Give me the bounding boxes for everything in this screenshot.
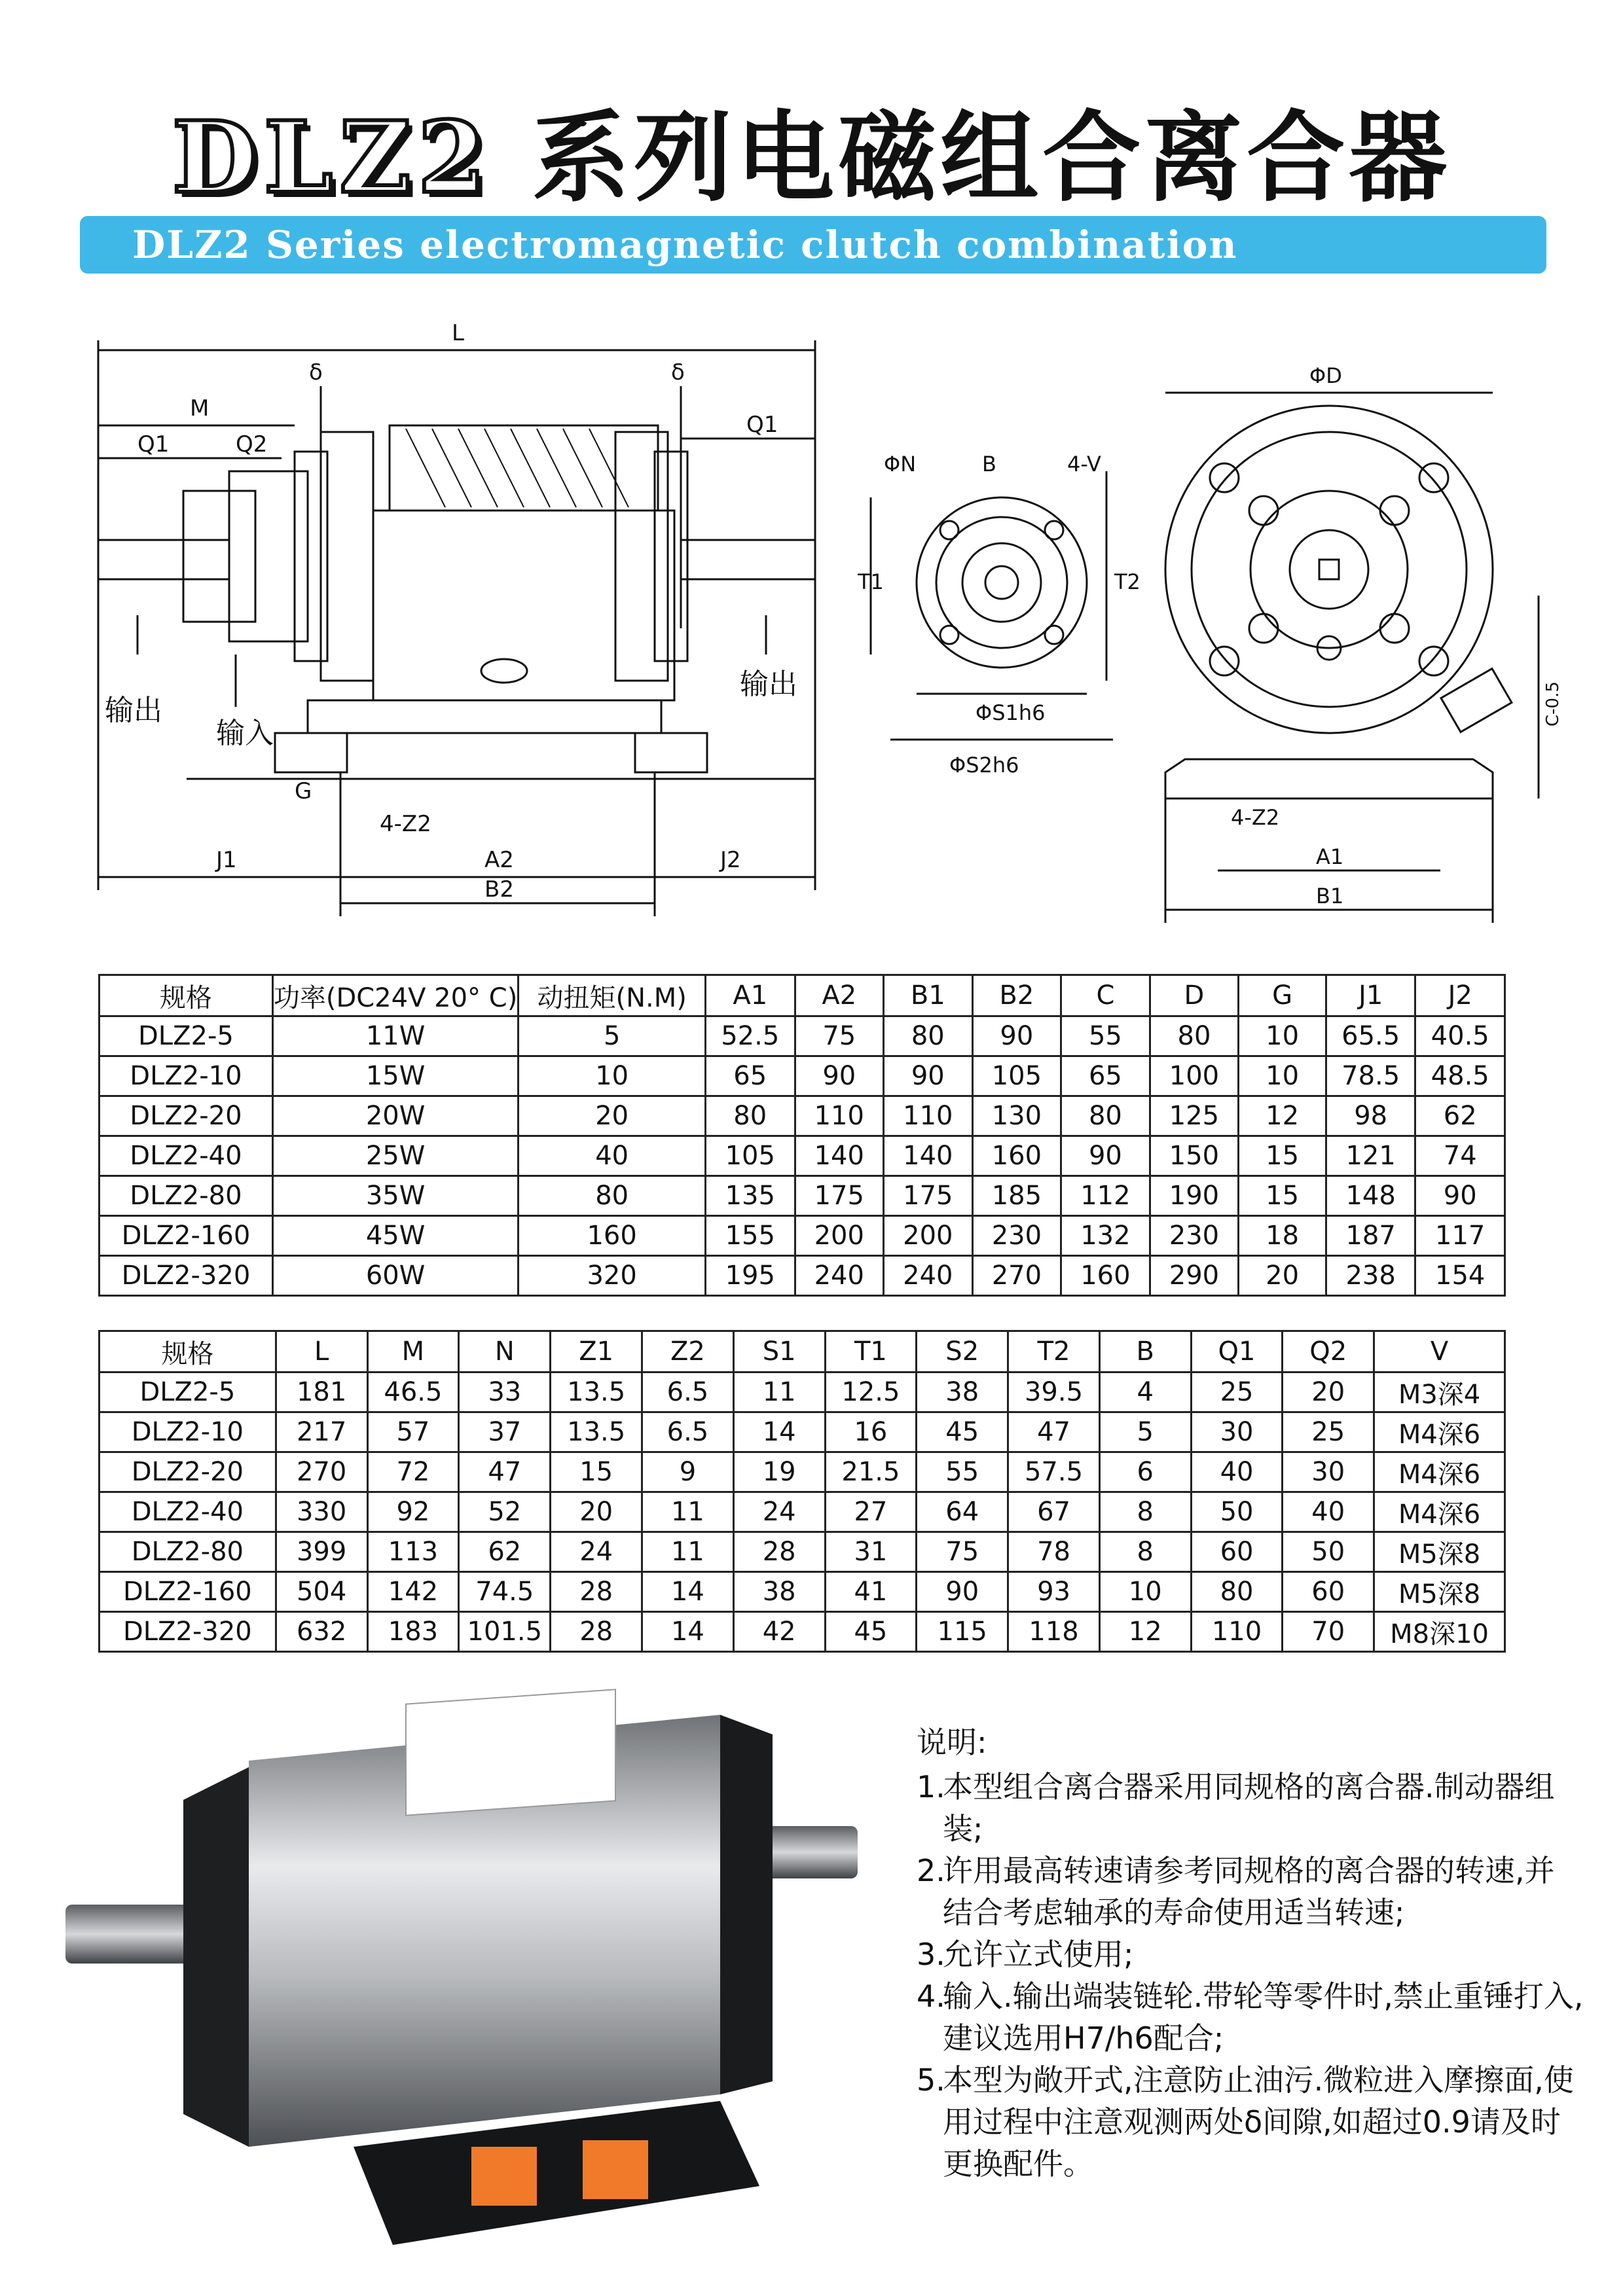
table-cell: 155 — [706, 1216, 795, 1256]
header-cell: 规格 — [100, 1331, 276, 1372]
table-cell: 238 — [1326, 1256, 1415, 1296]
table-cell: 175 — [884, 1176, 973, 1216]
header-cell: D — [1150, 975, 1239, 1016]
dim-n: ΦN — [884, 452, 917, 476]
note-number: 1. — [917, 1769, 945, 1804]
note-number: 5. — [917, 2062, 945, 2098]
table-cell: 45W — [272, 1216, 518, 1256]
header-cell: J1 — [1326, 975, 1415, 1016]
table-cell: 48.5 — [1415, 1056, 1505, 1096]
side-section-drawing — [79, 314, 838, 929]
header-cell: 功率(DC24V 20° C) — [272, 975, 518, 1016]
header-cell: M — [367, 1331, 459, 1372]
table-header — [100, 975, 1505, 1016]
table-cell: 112 — [1061, 1176, 1150, 1216]
table-cell: 90 — [917, 1572, 1008, 1612]
table-cell: 200 — [795, 1216, 884, 1256]
table-cell: 78.5 — [1326, 1056, 1415, 1096]
table-cell: 105 — [706, 1136, 795, 1176]
dim-j2: J2 — [720, 847, 741, 873]
table-cell: 64 — [917, 1492, 1008, 1532]
header-cell: Z2 — [642, 1331, 734, 1372]
note-number: 3. — [917, 1937, 945, 1972]
table-cell: 190 — [1150, 1176, 1239, 1216]
table-cell: 10 — [519, 1056, 706, 1096]
table-cell: 41 — [825, 1572, 917, 1612]
table-cell: 6 — [1099, 1452, 1191, 1492]
notes — [917, 1721, 1584, 2185]
dim-c: C-0.5 — [1543, 681, 1563, 726]
table-cell: 160 — [1061, 1256, 1150, 1296]
table-cell: 25 — [1191, 1372, 1283, 1412]
table-cell: 140 — [884, 1136, 973, 1176]
table-cell: 37 — [459, 1412, 551, 1452]
table-cell: 6.5 — [642, 1372, 734, 1412]
table-cell: 240 — [884, 1256, 973, 1296]
table-cell: 16 — [825, 1412, 917, 1452]
table-cell: 270 — [276, 1452, 367, 1492]
table-cell: 90 — [795, 1056, 884, 1096]
table-cell: 25W — [272, 1136, 518, 1176]
table-cell: 11W — [272, 1016, 518, 1056]
dim-q2: Q2 — [236, 431, 268, 457]
table-cell: 5 — [1099, 1412, 1191, 1452]
table-cell: 19 — [733, 1452, 825, 1492]
table-cell: 20 — [519, 1096, 706, 1136]
header-cell: S2 — [917, 1331, 1008, 1372]
table-cell: 38 — [733, 1572, 825, 1612]
table-cell: 20 — [1283, 1372, 1374, 1412]
table-cell: 4 — [1099, 1372, 1191, 1412]
note-item — [917, 1766, 1584, 1850]
dim-t2: T2 — [1114, 569, 1140, 594]
table-cell: 40.5 — [1415, 1016, 1505, 1056]
header-cell: A1 — [706, 975, 795, 1016]
table-cell: 15 — [1239, 1136, 1326, 1176]
table-cell: 175 — [795, 1176, 884, 1216]
table-cell: 113 — [367, 1532, 459, 1572]
table-cell: DLZ2-5 — [100, 1372, 276, 1412]
header-cell: Z1 — [551, 1331, 642, 1372]
table-cell: 290 — [1150, 1256, 1239, 1296]
table-cell: 11 — [733, 1372, 825, 1412]
header-cell: B2 — [972, 975, 1061, 1016]
table-cell: 75 — [917, 1532, 1008, 1572]
table-cell: 30 — [1283, 1452, 1374, 1492]
dim-m: M — [190, 395, 210, 422]
table-row — [100, 1016, 1505, 1056]
table-cell: 60 — [1283, 1572, 1374, 1612]
table-cell: 80 — [519, 1176, 706, 1216]
table-cell: 74 — [1415, 1136, 1505, 1176]
table-cell: 148 — [1326, 1176, 1415, 1216]
table-cell: 90 — [1415, 1176, 1505, 1216]
table-cell: 270 — [972, 1256, 1061, 1296]
header-cell: T2 — [1008, 1331, 1100, 1372]
table-cell: DLZ2-160 — [100, 1572, 276, 1612]
table-cell: 195 — [706, 1256, 795, 1296]
table-cell: 13.5 — [551, 1372, 642, 1412]
table-cell: 8 — [1099, 1532, 1191, 1572]
header-cell: V — [1374, 1331, 1505, 1372]
dim-d: ΦD — [1309, 363, 1342, 388]
title-model: DLZ2 — [172, 100, 493, 215]
header-cell: Q2 — [1283, 1331, 1374, 1372]
table-cell: 75 — [795, 1016, 884, 1056]
table-cell: 15W — [272, 1056, 518, 1096]
label-input: 输入 — [216, 717, 274, 750]
table-cell: DLZ2-80 — [100, 1532, 276, 1572]
table-cell: DLZ2-80 — [100, 1176, 273, 1216]
table-cell: 150 — [1150, 1136, 1239, 1176]
table-row — [100, 1532, 1505, 1572]
dim-b1: B1 — [1316, 884, 1344, 908]
label-output-right: 输出 — [740, 668, 797, 701]
dim-g: G — [295, 778, 312, 804]
table-cell: 185 — [972, 1176, 1061, 1216]
note-text: 输入.输出端装链轮.带轮等零件时,禁止重锤打入,建议选用H7/h6配合; — [943, 1979, 1584, 2056]
table-cell: M5深8 — [1374, 1532, 1505, 1572]
table-cell: 80 — [1061, 1096, 1150, 1136]
table-cell: 10 — [1099, 1572, 1191, 1612]
table-cell: 47 — [459, 1452, 551, 1492]
table-cell: 20W — [272, 1096, 518, 1136]
header-cell: B — [1099, 1331, 1191, 1372]
table-cell: 12 — [1099, 1612, 1191, 1652]
table-cell: 110 — [1191, 1612, 1283, 1652]
table-row — [100, 1136, 1505, 1176]
header-cell: B1 — [884, 975, 973, 1016]
table-cell: 142 — [367, 1572, 459, 1612]
table-cell: 6.5 — [642, 1412, 734, 1452]
table-row — [100, 1176, 1505, 1216]
spec-table-2 — [98, 1330, 1506, 1653]
table-cell: 101.5 — [459, 1612, 551, 1652]
table-cell: 15 — [551, 1452, 642, 1492]
table-cell: 240 — [795, 1256, 884, 1296]
table-cell: 27 — [825, 1492, 917, 1532]
table-cell: 93 — [1008, 1572, 1100, 1612]
table-cell: 33 — [459, 1372, 551, 1412]
table-cell: 105 — [972, 1056, 1061, 1096]
header-cell: 规格 — [100, 975, 273, 1016]
table-cell: 230 — [1150, 1216, 1239, 1256]
table-cell: 24 — [551, 1532, 642, 1572]
header-cell: 动扭矩(N.M) — [519, 975, 706, 1016]
table-cell: 60 — [1191, 1532, 1283, 1572]
table-row — [100, 1452, 1505, 1492]
table-cell: 10 — [1239, 1056, 1326, 1096]
table-cell: 80 — [884, 1016, 973, 1056]
table-cell: 57 — [367, 1412, 459, 1452]
table-cell: 55 — [917, 1452, 1008, 1492]
table-cell: DLZ2-40 — [100, 1492, 276, 1532]
table-cell: 65 — [706, 1056, 795, 1096]
table-cell: 230 — [972, 1216, 1061, 1256]
table-cell: 320 — [519, 1256, 706, 1296]
table-cell: 14 — [733, 1412, 825, 1452]
table-cell: 504 — [276, 1572, 367, 1612]
table-cell: DLZ2-160 — [100, 1216, 273, 1256]
end-view-drawing — [858, 445, 1152, 785]
table-cell: 125 — [1150, 1096, 1239, 1136]
table-cell: 25 — [1283, 1412, 1374, 1452]
table-cell: 14 — [642, 1612, 734, 1652]
table-cell: DLZ2-40 — [100, 1136, 273, 1176]
dim-j1: J1 — [216, 847, 237, 873]
table-cell: 330 — [276, 1492, 367, 1532]
table-cell: M3深4 — [1374, 1372, 1505, 1412]
table-cell: 74.5 — [459, 1572, 551, 1612]
dim-s1: ΦS1h6 — [976, 700, 1046, 725]
table-row — [100, 1572, 1505, 1612]
table-cell: M8深10 — [1374, 1612, 1505, 1652]
table-cell: 42 — [733, 1612, 825, 1652]
table-cell: DLZ2-10 — [100, 1412, 276, 1452]
table-cell: 110 — [884, 1096, 973, 1136]
table-cell: 187 — [1326, 1216, 1415, 1256]
table-cell: 14 — [642, 1572, 734, 1612]
dim-delta-left: δ — [309, 359, 323, 386]
page-title — [0, 79, 1623, 220]
table-cell: DLZ2-20 — [100, 1452, 276, 1492]
table-cell: 115 — [917, 1612, 1008, 1652]
note-item — [917, 1975, 1584, 2059]
table-cell: 92 — [367, 1492, 459, 1532]
dim-delta-right: δ — [671, 359, 685, 386]
table-cell: 46.5 — [367, 1372, 459, 1412]
table-cell: M4深6 — [1374, 1412, 1505, 1452]
table-cell: 62 — [1415, 1096, 1505, 1136]
table-cell: 15 — [1239, 1176, 1326, 1216]
dim-b: B — [982, 452, 996, 476]
front-view-drawing — [1159, 353, 1578, 929]
table-cell: 52 — [459, 1492, 551, 1532]
table-cell: 57.5 — [1008, 1452, 1100, 1492]
table-cell: 13.5 — [551, 1412, 642, 1452]
table-cell: 20 — [551, 1492, 642, 1532]
note-item — [917, 2059, 1584, 2185]
table-cell: 118 — [1008, 1612, 1100, 1652]
dim-q1-right: Q1 — [746, 412, 778, 438]
table-row — [100, 1492, 1505, 1532]
table-cell: 5 — [519, 1016, 706, 1056]
note-item — [917, 1850, 1584, 1933]
table-cell: 11 — [642, 1532, 734, 1572]
table-cell: 65.5 — [1326, 1016, 1415, 1056]
table-cell: 130 — [972, 1096, 1061, 1136]
table-cell: 39.5 — [1008, 1372, 1100, 1412]
table-cell: 52.5 — [706, 1016, 795, 1056]
table-cell: 55 — [1061, 1016, 1150, 1056]
table-row — [100, 1096, 1505, 1136]
dim-a1: A1 — [1316, 844, 1344, 869]
header-cell: L — [276, 1331, 367, 1372]
table-cell: 8 — [1099, 1492, 1191, 1532]
label-output-left: 输出 — [105, 694, 162, 727]
table-cell: 80 — [1191, 1572, 1283, 1612]
table-cell: 200 — [884, 1216, 973, 1256]
table-cell: 399 — [276, 1532, 367, 1572]
header-cell: G — [1239, 975, 1326, 1016]
table-cell: M4深6 — [1374, 1452, 1505, 1492]
header-cell: J2 — [1415, 975, 1505, 1016]
table-cell: 38 — [917, 1372, 1008, 1412]
table-cell: 28 — [551, 1612, 642, 1652]
table-cell: 50 — [1283, 1532, 1374, 1572]
table-cell: 28 — [733, 1532, 825, 1572]
table-cell: M5深8 — [1374, 1572, 1505, 1612]
note-text: 允许立式使用; — [943, 1937, 1134, 1972]
dim-a2: A2 — [484, 847, 514, 873]
header-cell: A2 — [795, 975, 884, 1016]
table-row — [100, 1056, 1505, 1096]
table-cell: 45 — [825, 1612, 917, 1652]
table-cell: 24 — [733, 1492, 825, 1532]
dim-z2: 4-Z2 — [380, 811, 431, 837]
table-cell: 181 — [276, 1372, 367, 1412]
table-cell: 45 — [917, 1412, 1008, 1452]
table-cell: 35W — [272, 1176, 518, 1216]
dim-z2-front: 4-Z2 — [1231, 805, 1280, 830]
table-cell: 160 — [519, 1216, 706, 1256]
note-item — [917, 1933, 1584, 1975]
table-cell: 67 — [1008, 1492, 1100, 1532]
dim-s2: ΦS2h6 — [949, 753, 1019, 778]
table-cell: 60W — [272, 1256, 518, 1296]
header-cell: S1 — [733, 1331, 825, 1372]
table-cell: 117 — [1415, 1216, 1505, 1256]
table-cell: 65 — [1061, 1056, 1150, 1096]
table-cell: 21.5 — [825, 1452, 917, 1492]
note-text: 许用最高转速请参考同规格的离合器的转速,并结合考虑轴承的寿命使用适当转速; — [943, 1853, 1555, 1930]
table-cell: 90 — [1061, 1136, 1150, 1176]
table-cell: DLZ2-320 — [100, 1612, 276, 1652]
dim-b2: B2 — [484, 876, 514, 903]
header-cell: Q1 — [1191, 1331, 1283, 1372]
table-cell: 632 — [276, 1612, 367, 1652]
note-number: 2. — [917, 1853, 945, 1888]
table-cell: 110 — [795, 1096, 884, 1136]
table-header — [100, 1331, 1505, 1372]
product-photo — [65, 1689, 884, 2265]
table-cell: 70 — [1283, 1612, 1374, 1652]
table-cell: 154 — [1415, 1256, 1505, 1296]
table-cell: DLZ2-5 — [100, 1016, 273, 1056]
dim-t1: T1 — [858, 569, 884, 594]
table-cell: 72 — [367, 1452, 459, 1492]
table-cell: 217 — [276, 1412, 367, 1452]
table-cell: 80 — [706, 1096, 795, 1136]
table-cell: 160 — [972, 1136, 1061, 1176]
subtitle-banner: DLZ2 Series electromagnetic clutch combination — [80, 216, 1546, 274]
dim-l: L — [452, 320, 464, 346]
table-cell: 140 — [795, 1136, 884, 1176]
table-cell: M4深6 — [1374, 1492, 1505, 1532]
table-row — [100, 1372, 1505, 1412]
dim-q1-left: Q1 — [137, 431, 170, 457]
header-cell: C — [1061, 975, 1150, 1016]
table-cell: 135 — [706, 1176, 795, 1216]
table-cell: 80 — [1150, 1016, 1239, 1056]
table-cell: 62 — [459, 1532, 551, 1572]
table-cell: 90 — [884, 1056, 973, 1096]
table-cell: DLZ2-20 — [100, 1096, 273, 1136]
table-cell: 78 — [1008, 1532, 1100, 1572]
table-cell: 47 — [1008, 1412, 1100, 1452]
title-name: 系列电磁组合离合器 — [532, 101, 1451, 215]
table-cell: 50 — [1191, 1492, 1283, 1532]
table-cell: 20 — [1239, 1256, 1326, 1296]
table-cell: 31 — [825, 1532, 917, 1572]
spec-table-1 — [98, 974, 1506, 1297]
table-cell: 40 — [519, 1136, 706, 1176]
notes-title: 说明: — [917, 1725, 987, 1760]
table-cell: 132 — [1061, 1216, 1150, 1256]
note-number: 4. — [917, 1979, 945, 2014]
table-row — [100, 1412, 1505, 1452]
table-cell: 10 — [1239, 1016, 1326, 1056]
table-cell: 40 — [1283, 1492, 1374, 1532]
table-row — [100, 1256, 1505, 1296]
table-cell: 12 — [1239, 1096, 1326, 1136]
table-row — [100, 1612, 1505, 1652]
table-cell: DLZ2-10 — [100, 1056, 273, 1096]
dim-v: 4-V — [1067, 452, 1101, 476]
table-cell: DLZ2-320 — [100, 1256, 273, 1296]
header-cell: N — [459, 1331, 551, 1372]
table-cell: 11 — [642, 1492, 734, 1532]
table-cell: 12.5 — [825, 1372, 917, 1412]
table-cell: 30 — [1191, 1412, 1283, 1452]
table-row — [100, 1216, 1505, 1256]
table-cell: 18 — [1239, 1216, 1326, 1256]
note-text: 本型为敞开式,注意防止油污.微粒进入摩擦面,使用过程中注意观测两处δ间隙,如超过0.9请及时更换配件。 — [943, 2062, 1574, 2181]
table-cell: 28 — [551, 1572, 642, 1612]
table-cell: 40 — [1191, 1452, 1283, 1492]
table-cell: 90 — [972, 1016, 1061, 1056]
table-cell: 183 — [367, 1612, 459, 1652]
note-text: 本型组合离合器采用同规格的离合器.制动器组装; — [943, 1769, 1555, 1846]
table-cell: 100 — [1150, 1056, 1239, 1096]
table-cell: 121 — [1326, 1136, 1415, 1176]
header-cell: T1 — [825, 1331, 917, 1372]
table-cell: 9 — [642, 1452, 734, 1492]
table-cell: 98 — [1326, 1096, 1415, 1136]
